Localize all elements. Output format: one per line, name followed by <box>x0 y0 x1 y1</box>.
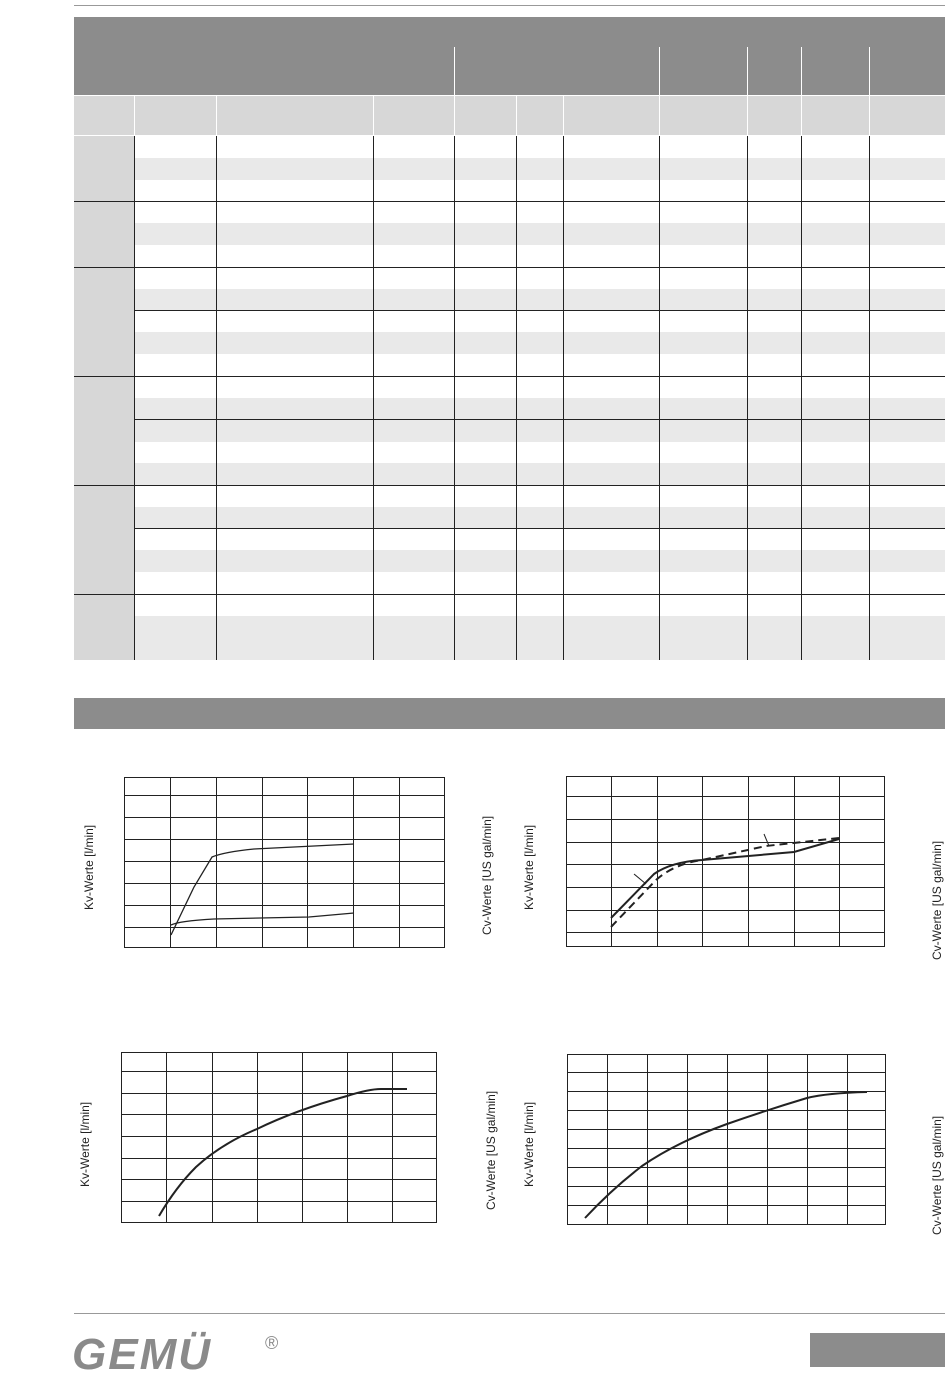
chart-bottom-left <box>121 1052 438 1224</box>
section-title-bar <box>74 698 945 729</box>
table-body <box>74 136 945 660</box>
cv-axis-label: Cv-Werte [US gal/min] <box>480 815 494 935</box>
top-rule <box>74 5 945 6</box>
chart-top-right <box>566 776 886 948</box>
cv-axis-label: Cv-Werte [US gal/min] <box>930 840 944 960</box>
kv-axis-label: Kv-Werte [l/min] <box>82 824 96 910</box>
footer-rule <box>74 1313 945 1314</box>
table-group-cell <box>74 136 134 660</box>
chart-top-left <box>124 777 446 949</box>
gemu-logo: GEMÜ <box>72 1330 212 1379</box>
registered-mark: ® <box>265 1333 279 1353</box>
chart-bottom-right <box>567 1054 887 1226</box>
cv-axis-label: Cv-Werte [US gal/min] <box>484 1090 498 1210</box>
table-header-row <box>74 47 945 95</box>
kv-axis-label: Kv-Werte [l/min] <box>522 1101 536 1187</box>
table-subheader-row <box>74 96 945 135</box>
table-title-bar <box>74 17 945 47</box>
cv-axis-label: Cv-Werte [US gal/min] <box>930 1115 944 1235</box>
kv-axis-label: Kv-Werte [l/min] <box>78 1101 92 1187</box>
kv-axis-label: Kv-Werte [l/min] <box>522 824 536 910</box>
page-number-box <box>810 1333 945 1367</box>
